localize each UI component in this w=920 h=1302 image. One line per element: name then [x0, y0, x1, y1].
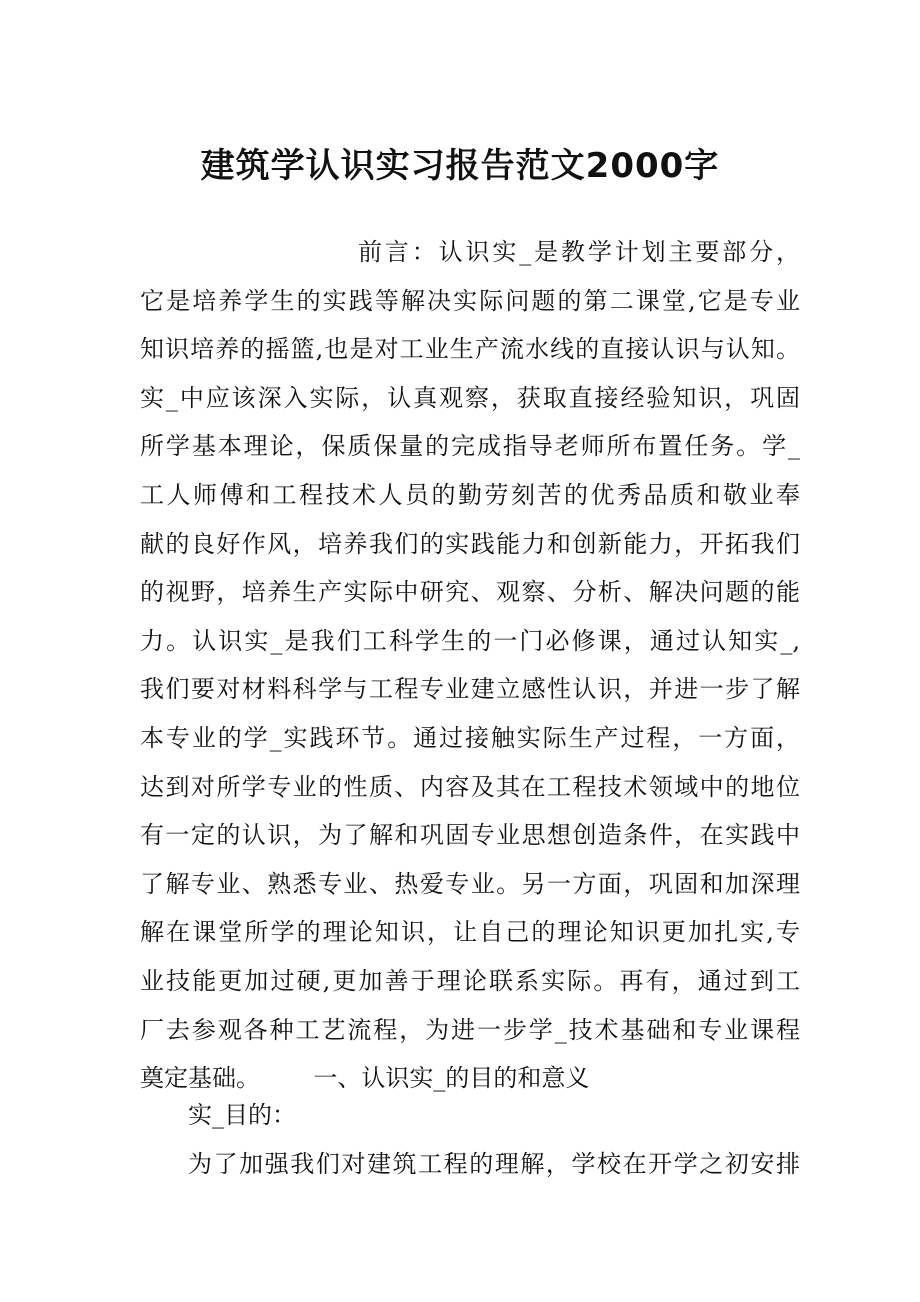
document-title: 建筑学认识实习报告范文2000字 [200, 146, 720, 186]
purpose-heading-block [140, 1091, 800, 1140]
text-line: 了解专业、熟悉专业、热爱专业。另一方面，巩固和加深理 [140, 869, 800, 898]
text-line: 业技能更加过硬,更加善于理论联系实际。再有，通过到工 [140, 966, 800, 995]
text-line: 厂去参观各种工艺流程，为进一步学_技术基础和专业课程 [140, 1015, 800, 1044]
text-line: 工人师傅和工程技术人员的勤劳刻苦的优秀品质和敬业奉 [140, 480, 800, 509]
text-line: 为了加强我们对建筑工程的理解，学校在开学之初安排 [188, 1150, 800, 1178]
text-line: 解在课堂所学的理论知识，让自己的理论知识更加扎实,专 [140, 918, 800, 947]
section-subheading: 实_目的： [188, 1101, 296, 1129]
text-line: 所学基本理论，保质保量的完成指导老师所布置任务。学_ [140, 432, 800, 461]
text-line: 实_中应该深入实际，认真观察，获取直接经验知识，巩固 [140, 383, 800, 412]
text-line: 知识培养的摇篮,也是对工业生产流水线的直接认识与认知。 [140, 335, 800, 364]
text-line: 献的良好作风，培养我们的实践能力和创新能力，开拓我们 [140, 529, 800, 558]
purpose-paragraph [140, 1140, 800, 1189]
text-line: 我们要对材料科学与工程专业建立感性认识，并进一步了解 [140, 675, 800, 704]
text-line: 力。认识实_是我们工科学生的一门必修课，通过认知实_, [140, 626, 800, 655]
text-line: 它是培养学生的实践等解决实际问题的第二课堂,它是专业 [140, 286, 800, 315]
text-line: 的视野，培养生产实际中研究、观察、分析、解决问题的能 [140, 578, 800, 607]
text-line: 本专业的学_实践环节。通过接触实际生产过程，一方面， [140, 723, 800, 752]
text-line: 奠定基础。 一、认识实_的目的和意义 [140, 1064, 590, 1093]
text-line: 有一定的认识，为了解和巩固专业思想创造条件，在实践中 [140, 821, 800, 850]
intro-paragraph [140, 228, 800, 1103]
text-line: 达到对所学专业的性质、内容及其在工程技术领域中的地位 [140, 772, 800, 801]
text-line: 前言：认识实_是教学计划主要部分， [358, 238, 800, 266]
